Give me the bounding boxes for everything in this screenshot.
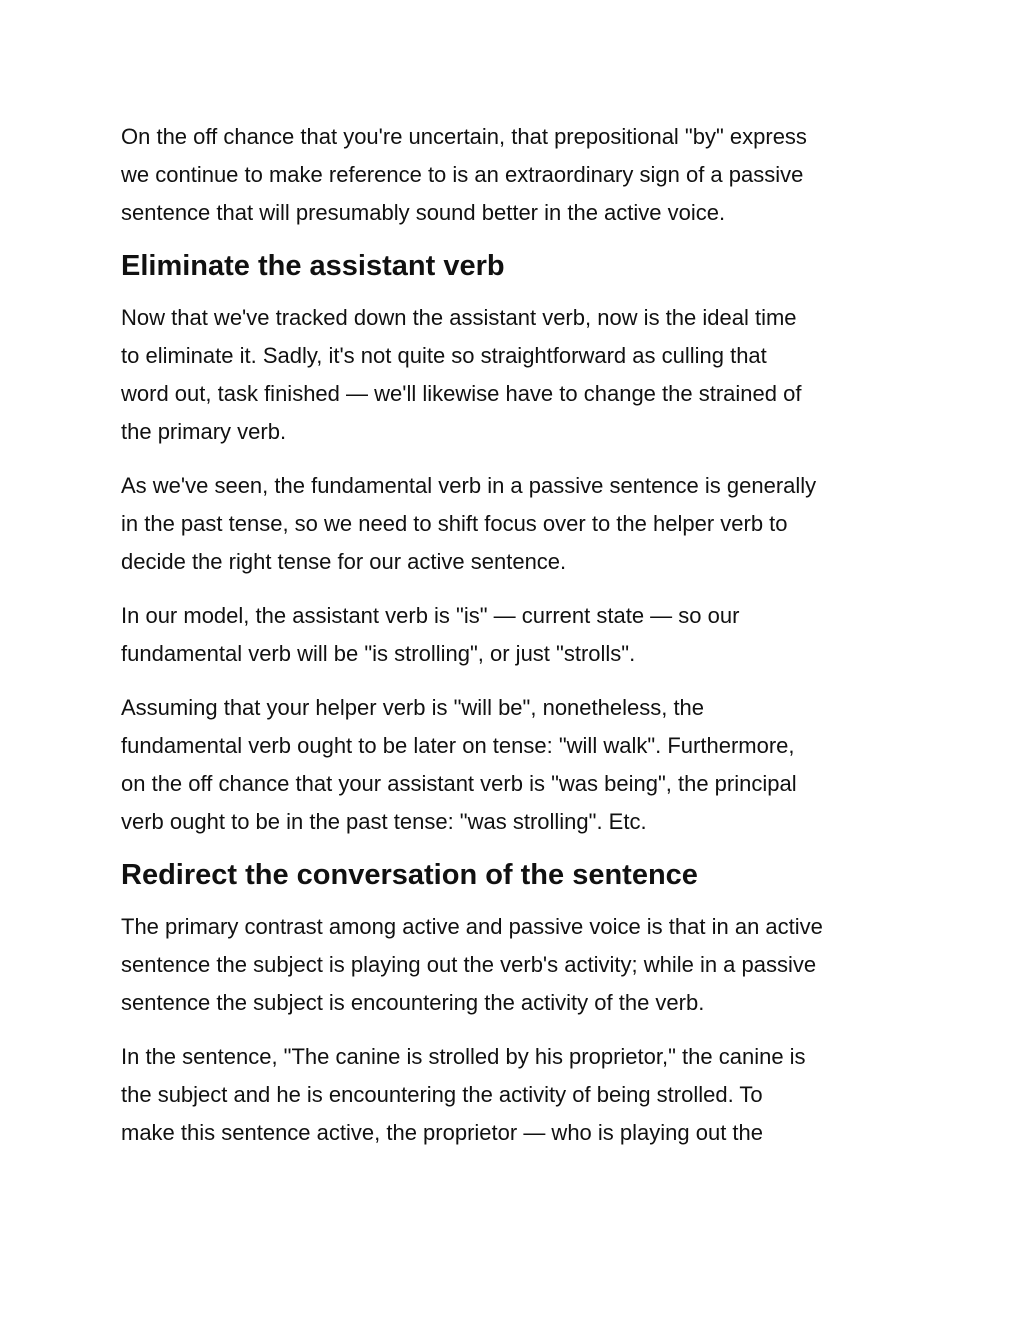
text-line: sentence that will presumably sound better in the active voice. [121,200,726,225]
text-line: sentence the subject is playing out the verb's activity; while in a passive [121,952,817,977]
text-line: we continue to make reference to is an extraordinary sign of a passive [121,162,804,187]
paragraph-primary-contrast [121,908,911,1022]
text-line: decide the right tense for our active sentence. [121,549,567,574]
paragraph-passive-sign [121,118,911,232]
paragraph-model-example [121,597,911,673]
section-heading-redirect: Redirect the conversation of the sentence [121,859,698,891]
text-line: In our model, the assistant verb is "is" — current state — so our [121,603,740,628]
paragraph-helper-verb [121,689,911,841]
text-line: Assuming that your helper verb is "will be", nonetheless, the [121,695,705,720]
text-line: verb ought to be in the past tense: "was strolling". Etc. [121,809,647,834]
text-line: in the past tense, so we need to shift focus over to the helper verb to [121,511,788,536]
text-line: the subject and he is encountering the activity of being strolled. To [121,1082,763,1107]
text-line: In the sentence, "The canine is strolled by his proprietor," the canine is [121,1044,806,1069]
text-line: On the off chance that you're uncertain, that prepositional "by" express [121,124,807,149]
text-line: fundamental verb will be "is strolling", or just "strolls". [121,641,636,666]
paragraph-canine-example [121,1038,911,1152]
section-heading-eliminate-verb: Eliminate the assistant verb [121,250,505,282]
text-line: sentence the subject is encountering the activity of the verb. [121,990,705,1015]
document-page [121,118,911,1168]
text-line: to eliminate it. Sadly, it's not quite so straightforward as culling that [121,343,767,368]
text-line: make this sentence active, the proprietor — who is playing out the [121,1120,764,1145]
text-line: the primary verb. [121,419,287,444]
text-line: As we've seen, the fundamental verb in a passive sentence is generally [121,473,817,498]
paragraph-past-tense [121,467,911,581]
text-line: Now that we've tracked down the assistant verb, now is the ideal time [121,305,797,330]
text-line: word out, task finished — we'll likewise have to change the strained of [121,381,802,406]
text-line: The primary contrast among active and passive voice is that in an active [121,914,823,939]
paragraph-eliminate-verb [121,299,911,451]
text-line: fundamental verb ought to be later on tense: "will walk". Furthermore, [121,733,795,758]
text-line: on the off chance that your assistant verb is "was being", the principal [121,771,797,796]
